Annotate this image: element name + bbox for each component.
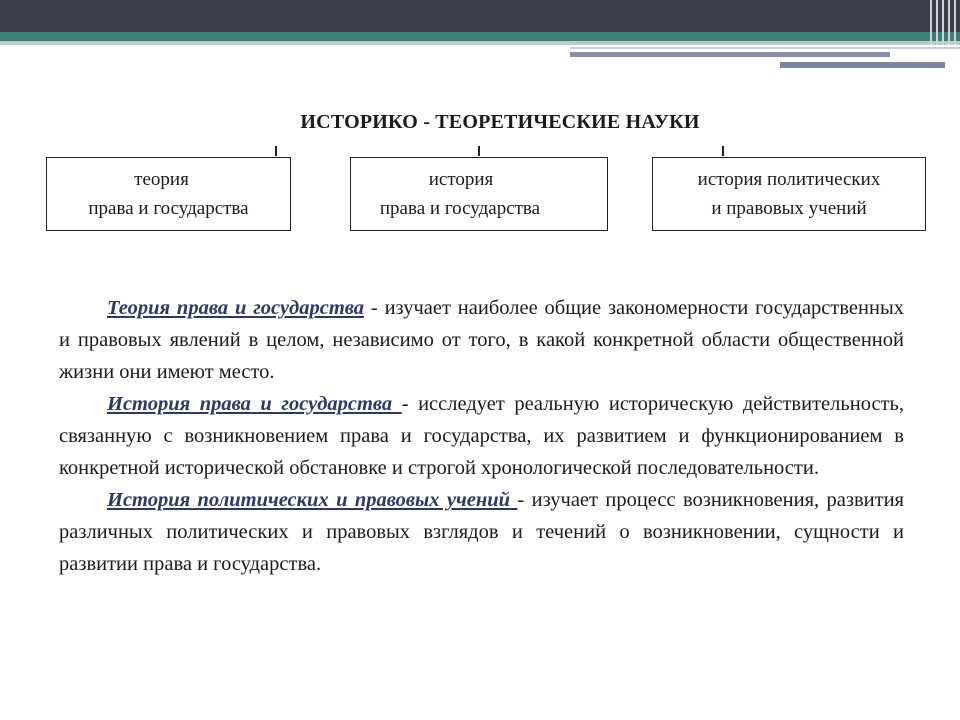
connector-tick (275, 146, 277, 156)
header-light-bar (0, 41, 960, 45)
header-decor-line (570, 52, 890, 57)
header-thin-line (570, 47, 960, 49)
diagram-title: ИСТОРИКО - ТЕОРЕТИЧЕСКИЕ НАУКИ (300, 111, 700, 133)
box-line: права и государства (88, 198, 249, 219)
connector-tick (722, 146, 724, 156)
header-stripes (926, 0, 960, 45)
box-history-of-doctrines (652, 157, 926, 231)
definition-body: - изучает наиболее общие закономерности государственных и правовых явлений в целом, независимо от того, в какой конкретной области общественной жизни они имеют место. (59, 297, 904, 383)
definition-term: Теория права и государства (107, 297, 365, 319)
connector-tick (478, 146, 480, 156)
definition-term: История права и государства (107, 393, 402, 415)
definitions-text (59, 292, 904, 580)
definition-body: - исследует реальную историческую действительность, связанную с возникновением права и государства, их развитием и функционированием в конкретной исторической обстановке и строгой хронологической последовательности. (59, 393, 904, 479)
header-decor-line (780, 62, 945, 68)
box-line: история политических (697, 169, 881, 190)
definition-body: - изучает процесс возникновения, развития различных политических и правовых взглядов и течений о возникновении, сущности и развитии права и государства. (59, 489, 904, 575)
box-line: история (428, 169, 494, 190)
definition-paragraph (59, 388, 904, 484)
header-accent-bar (0, 32, 960, 41)
definition-paragraph (59, 292, 904, 388)
definition-paragraph (59, 484, 904, 580)
box-theory-of-law (46, 157, 291, 231)
box-line: теория (134, 169, 189, 190)
box-line: права и государства (379, 198, 541, 219)
header-bar (0, 0, 960, 32)
definition-term: История политических и правовых учений (107, 489, 518, 511)
box-history-of-law (350, 157, 608, 231)
box-line: и правовых учений (711, 198, 867, 219)
